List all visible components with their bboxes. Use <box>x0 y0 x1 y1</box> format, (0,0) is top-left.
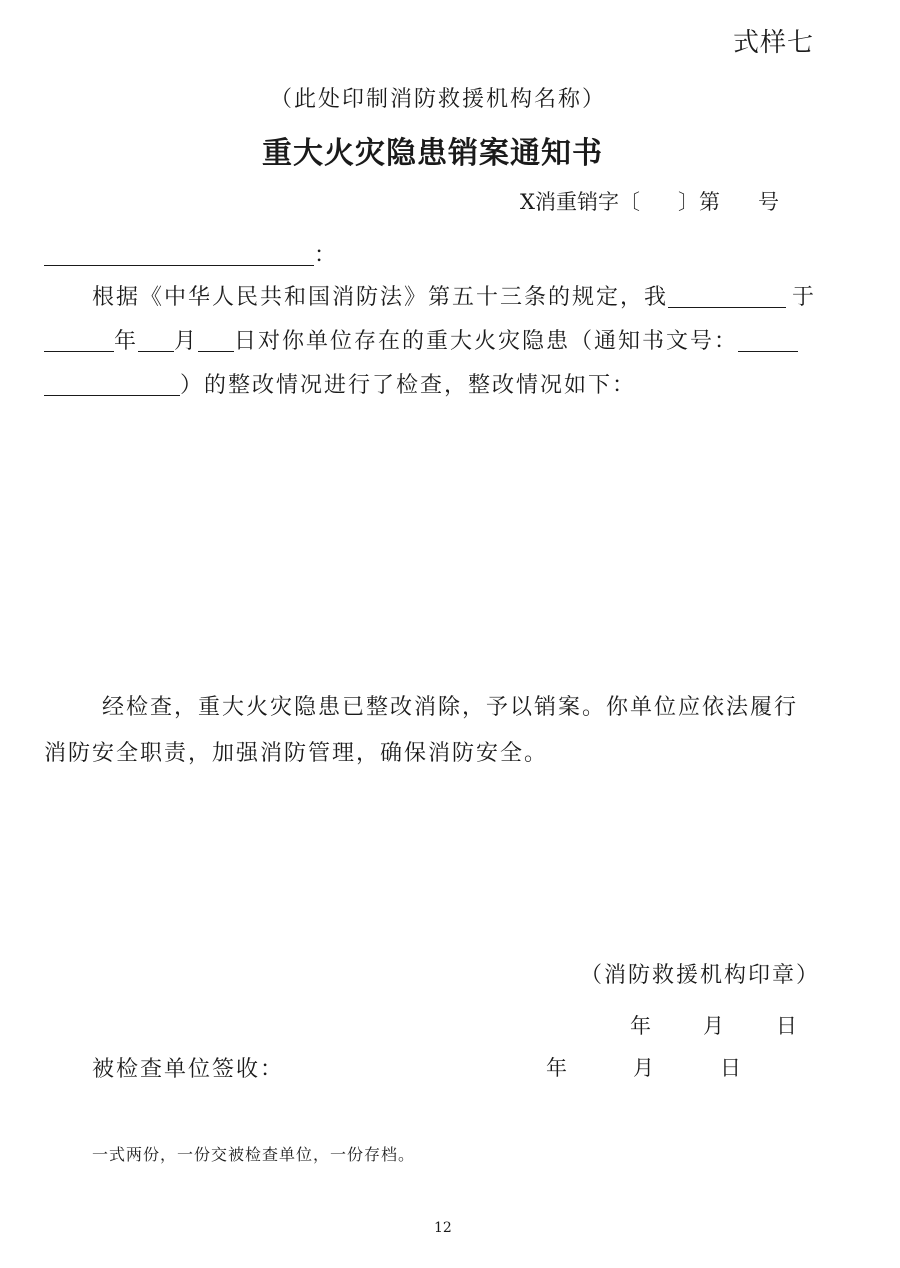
receipt-date <box>546 1052 741 1082</box>
doc-number-prefix: X消重销字〔 <box>520 190 640 214</box>
p1-line3-end: ）的整改情况进行了检查，整改情况如下： <box>180 373 637 398</box>
footnote: 一式两份，一份交被检查单位，一份存档。 <box>92 1145 416 1164</box>
p1-line1-end: 于 <box>792 285 817 310</box>
p1-month: 月 <box>174 329 199 354</box>
notice-number-blank-1[interactable] <box>738 328 798 352</box>
seal-month: 月 <box>703 1014 724 1038</box>
receipt-day: 日 <box>720 1056 741 1080</box>
p1-line1-text: 根据《中华人民共和国消防法》第五十三条的规定，我 <box>92 285 669 310</box>
agency-seal-label: （消防救援机构印章） <box>580 963 821 988</box>
recipient-line <box>44 238 338 269</box>
paragraph2-line2: 消防安全职责，加强消防管理，确保消防安全。 <box>44 741 549 766</box>
page-number: 12 <box>434 1220 452 1236</box>
org-name-placeholder: （此处印制消防救援机构名称） <box>270 87 607 112</box>
recipient-blank[interactable] <box>44 242 314 266</box>
paragraph2-line1: 经检查，重大火灾隐患已整改消除，予以销案。你单位应依法履行 <box>102 695 799 720</box>
paragraph1-line3 <box>44 368 636 399</box>
p1-year: 年 <box>114 329 139 354</box>
form-label: 式样七 <box>733 28 815 58</box>
seal-date <box>630 1010 797 1040</box>
month-blank[interactable] <box>138 328 174 352</box>
receipt-year: 年 <box>546 1056 567 1080</box>
doc-number-close: 〕第 <box>677 190 720 214</box>
agency-blank[interactable] <box>668 284 786 308</box>
document-title: 重大火灾隐患销案通知书 <box>262 136 603 171</box>
seal-year: 年 <box>630 1014 651 1038</box>
paragraph1-line2 <box>44 324 798 355</box>
paragraph1-line1 <box>92 280 816 311</box>
notice-number-blank-2[interactable] <box>44 372 180 396</box>
p1-day-text: 日对你单位存在的重大火灾隐患（通知书文号： <box>234 329 739 354</box>
day-blank[interactable] <box>198 328 234 352</box>
receipt-month: 月 <box>633 1056 654 1080</box>
year-blank[interactable] <box>44 328 114 352</box>
receipt-label: 被检查单位签收： <box>92 1057 285 1082</box>
seal-day: 日 <box>776 1014 797 1038</box>
recipient-colon: ： <box>314 243 339 268</box>
document-number <box>520 186 779 216</box>
doc-number-suffix: 号 <box>757 190 779 214</box>
